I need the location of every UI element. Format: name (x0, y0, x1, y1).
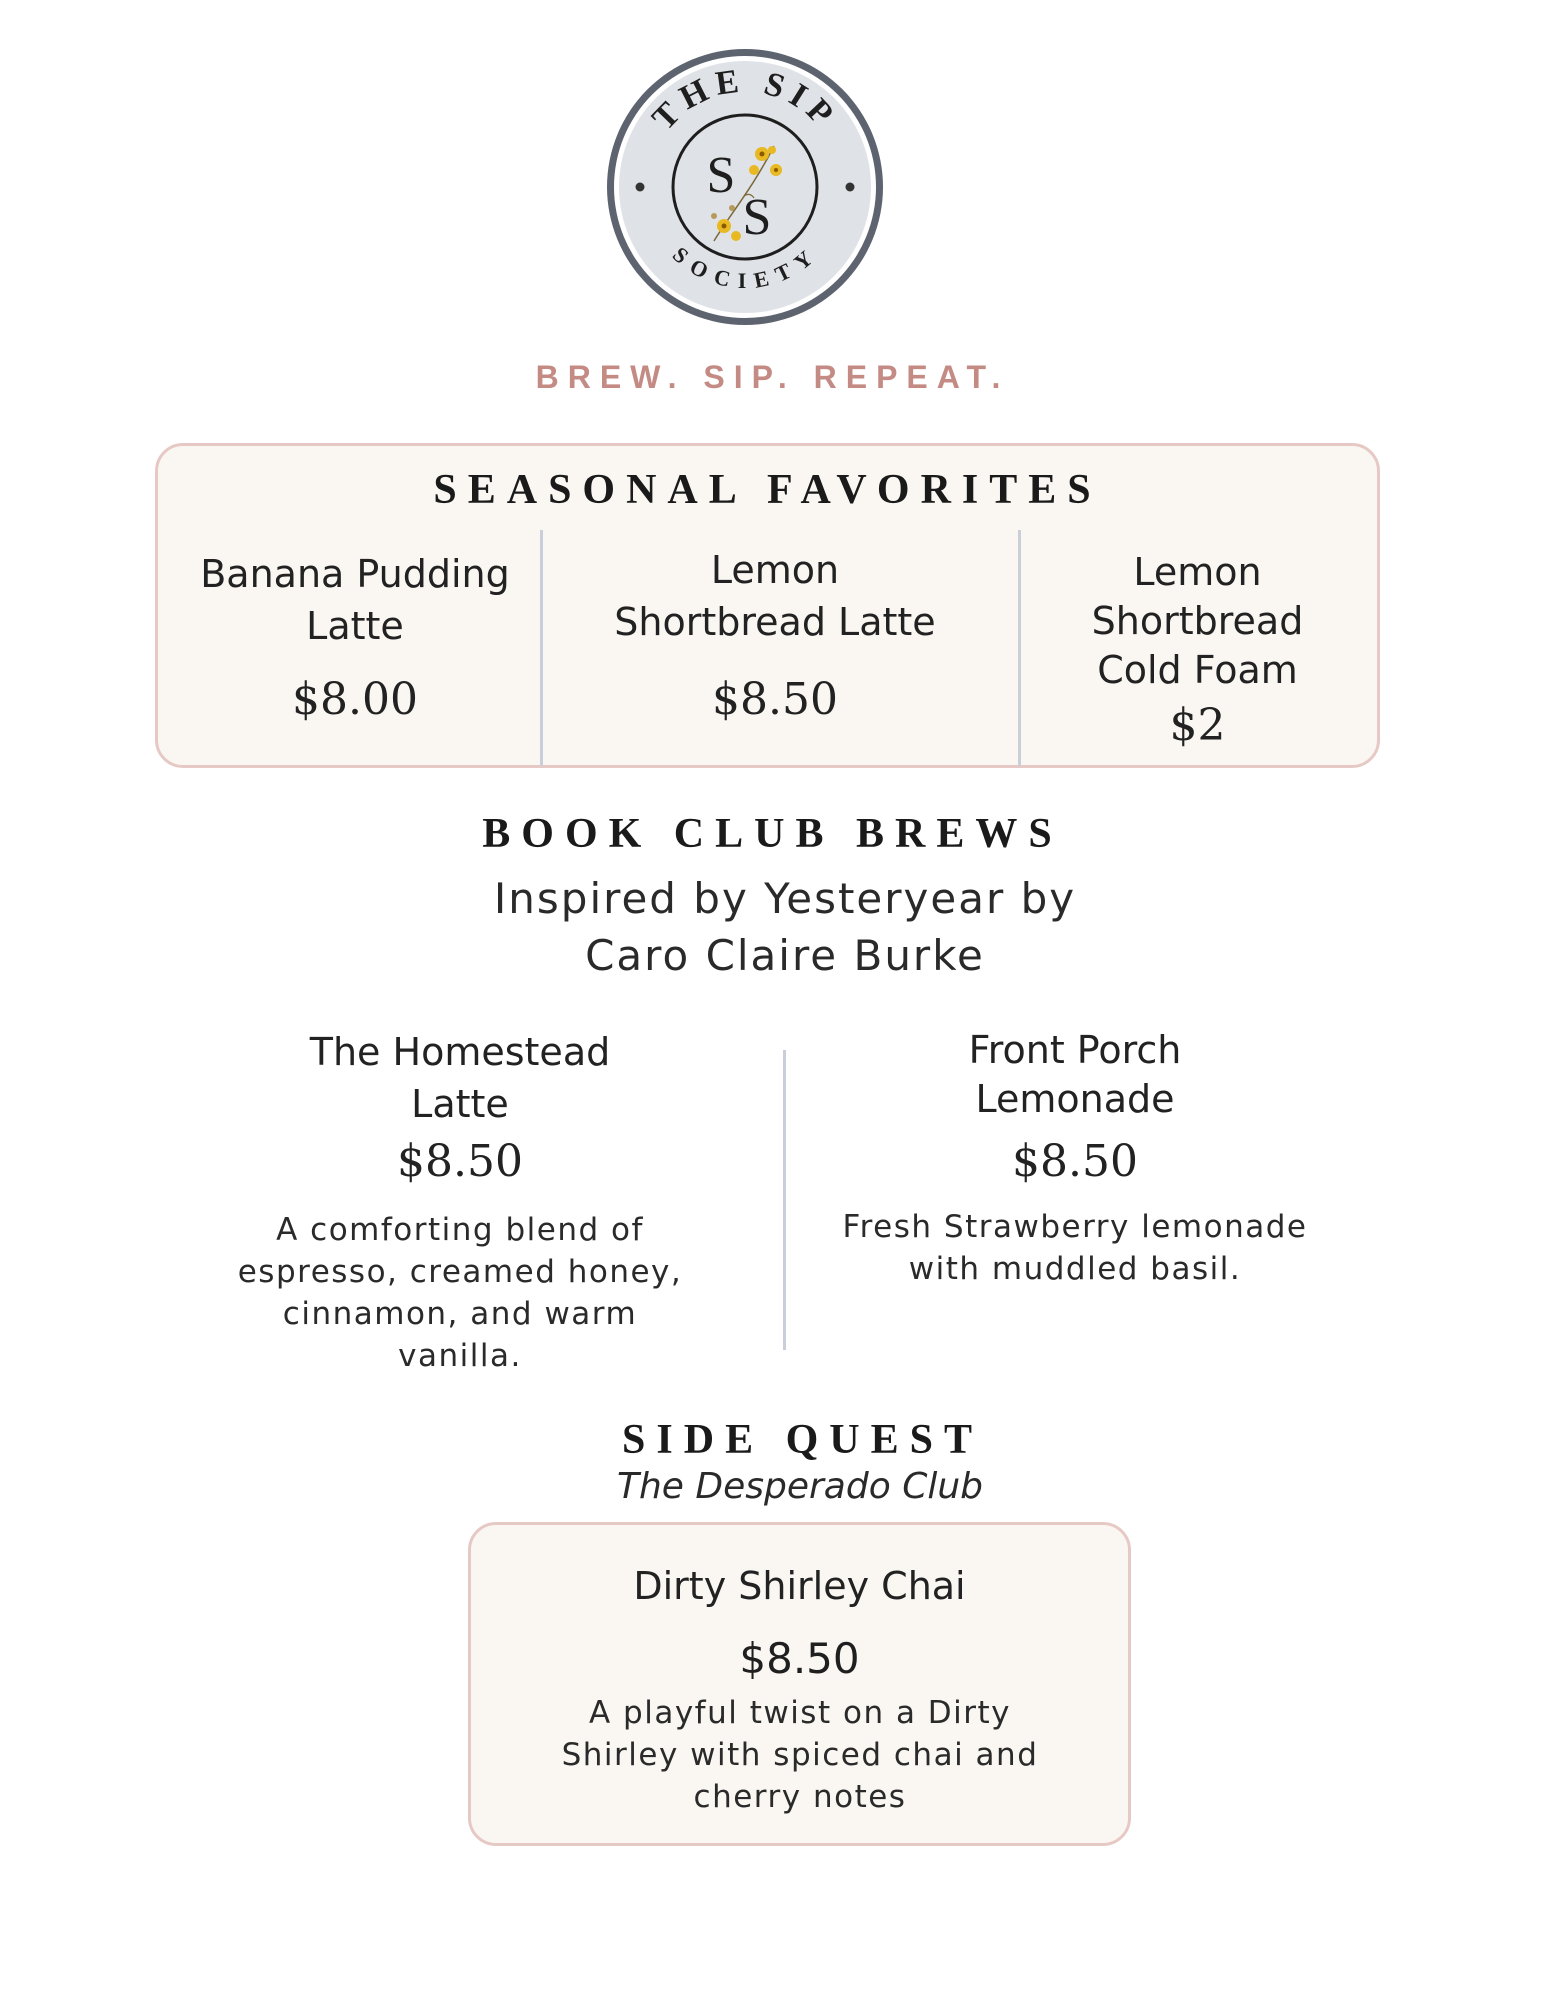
book-club-item-description: Fresh Strawberry lemonade with muddled basil. (842, 1209, 1308, 1287)
seasonal-item-price: $8.50 (712, 674, 838, 725)
book-club-subtitle: Inspired by Yesteryear by Caro Claire Burke (493, 874, 1077, 980)
seasonal-item-price: $2 (1169, 700, 1226, 751)
logo-bottom-text: SOCIETY (667, 241, 822, 293)
seasonal-item-name: Banana Pudding Latte (200, 552, 510, 648)
seasonal-item-price: $8.00 (292, 674, 418, 725)
side-quest-item-description: A playful twist on a Dirty Shirley with spiced chai and cherry notes (561, 1695, 1039, 1815)
book-club-item-name: Front Porch Lemonade (968, 1028, 1182, 1121)
logo-top-text: THE SIP (645, 62, 845, 138)
divider (540, 530, 543, 766)
book-club-item-price: $8.50 (1012, 1136, 1138, 1187)
side-quest-heading: SIDE QUEST (622, 1417, 983, 1463)
book-club-item-name: The Homestead Latte (309, 1030, 611, 1126)
book-club-item-price: $8.50 (397, 1136, 523, 1187)
seasonal-item-name: Lemon Shortbread Latte (614, 548, 936, 644)
side-quest-item-name: Dirty Shirley Chai (633, 1564, 966, 1608)
the-sip-society-logo (604, 46, 886, 328)
side-quest-subtitle: The Desperado Club (616, 1466, 983, 1507)
seasonal-favorites-heading: SEASONAL FAVORITES (433, 467, 1102, 513)
book-club-brews-heading: BOOK CLUB BREWS (482, 811, 1063, 857)
tagline: BREW. SIP. REPEAT. (535, 359, 1010, 395)
book-club-item-description: A comforting blend of espresso, creamed honey, cinnamon, and warm vanilla. (237, 1212, 683, 1374)
divider (783, 1050, 786, 1350)
logo-monogram-top: S (706, 147, 736, 204)
side-quest-item-price: $8.50 (739, 1634, 860, 1683)
divider (1018, 530, 1021, 766)
logo-monogram-bottom: S (742, 189, 772, 246)
seasonal-item-name: Lemon Shortbread Cold Foam (1091, 550, 1304, 692)
